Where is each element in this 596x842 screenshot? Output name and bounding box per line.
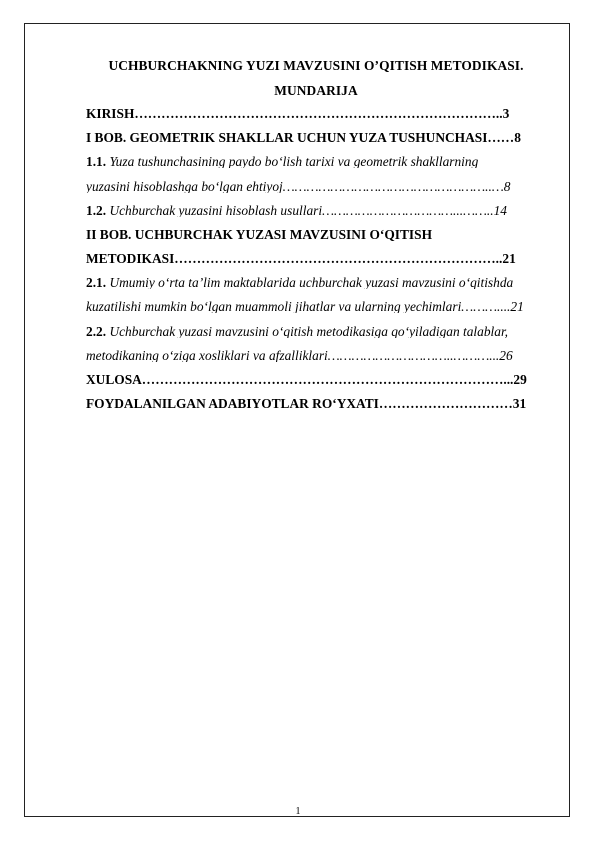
toc-entry-2-2: [86, 325, 544, 338]
toc-heading: MUNDARIJA: [274, 83, 358, 98]
section-number: 2.1.: [86, 276, 107, 290]
toc-entry-kirish: KIRISH………………………………………………………………………..3: [86, 107, 510, 121]
toc-entry-1-1: [86, 155, 544, 168]
toc-entry-2-1-cont: kuzatilishi mumkin bo‘lgan muammoli jihatlar va ularning yechimlari………....21: [86, 300, 524, 314]
section-title: Umumiy o‘rta ta’lim maktablarida uchburchak yuzasi mavzusini o‘qitishda: [106, 276, 514, 290]
section-title: Yuza tushunchasining paydo bo‘lish tarixi va geometrik shakllarning: [106, 155, 479, 169]
toc-entry-chapter-2: II BOB. UCHBURCHAK YUZASI MAVZUSINI O‘QITISH: [86, 228, 432, 242]
section-title: Uchburchak yuzasi mavzusini o‘qitish metodikasiga qo‘yiladigan talablar,: [106, 325, 509, 339]
toc-entry-xulosa: XULOSA………………………………………………………………………...29: [86, 373, 527, 387]
toc-entry-chapter-2-cont: METODIKASI………………………………………………………………..21: [86, 252, 516, 266]
section-title: Uchburchak yuzasini hisoblash usullari……………………………...……..14: [106, 204, 507, 218]
toc-entry-2-2-cont: metodikaning o‘ziga xosliklari va afzalliklari…………………………..………...26: [86, 349, 513, 363]
section-number: 1.2.: [86, 204, 107, 218]
toc-entry-1-1-cont: yuzasini hisoblashga bo‘lgan ehtiyoj……………………………………………..…8: [86, 180, 511, 194]
section-number: 1.1.: [86, 155, 107, 169]
page-number: 1: [295, 806, 301, 817]
document-title: UCHBURCHAKNING YUZI MAVZUSINI O’QITISH METODIKASI.: [108, 58, 524, 73]
section-number: 2.2.: [86, 325, 107, 339]
toc-entry-2-1: [86, 276, 544, 289]
toc-entry-1-2: [86, 204, 544, 217]
toc-entry-chapter-1: I BOB. GEOMETRIK SHAKLLAR UCHUN YUZA TUSHUNCHASI……8: [86, 131, 521, 145]
toc-entry-adabiyotlar: FOYDALANILGAN ADABIYOTLAR RO‘YXATI…………………………31: [86, 397, 527, 411]
